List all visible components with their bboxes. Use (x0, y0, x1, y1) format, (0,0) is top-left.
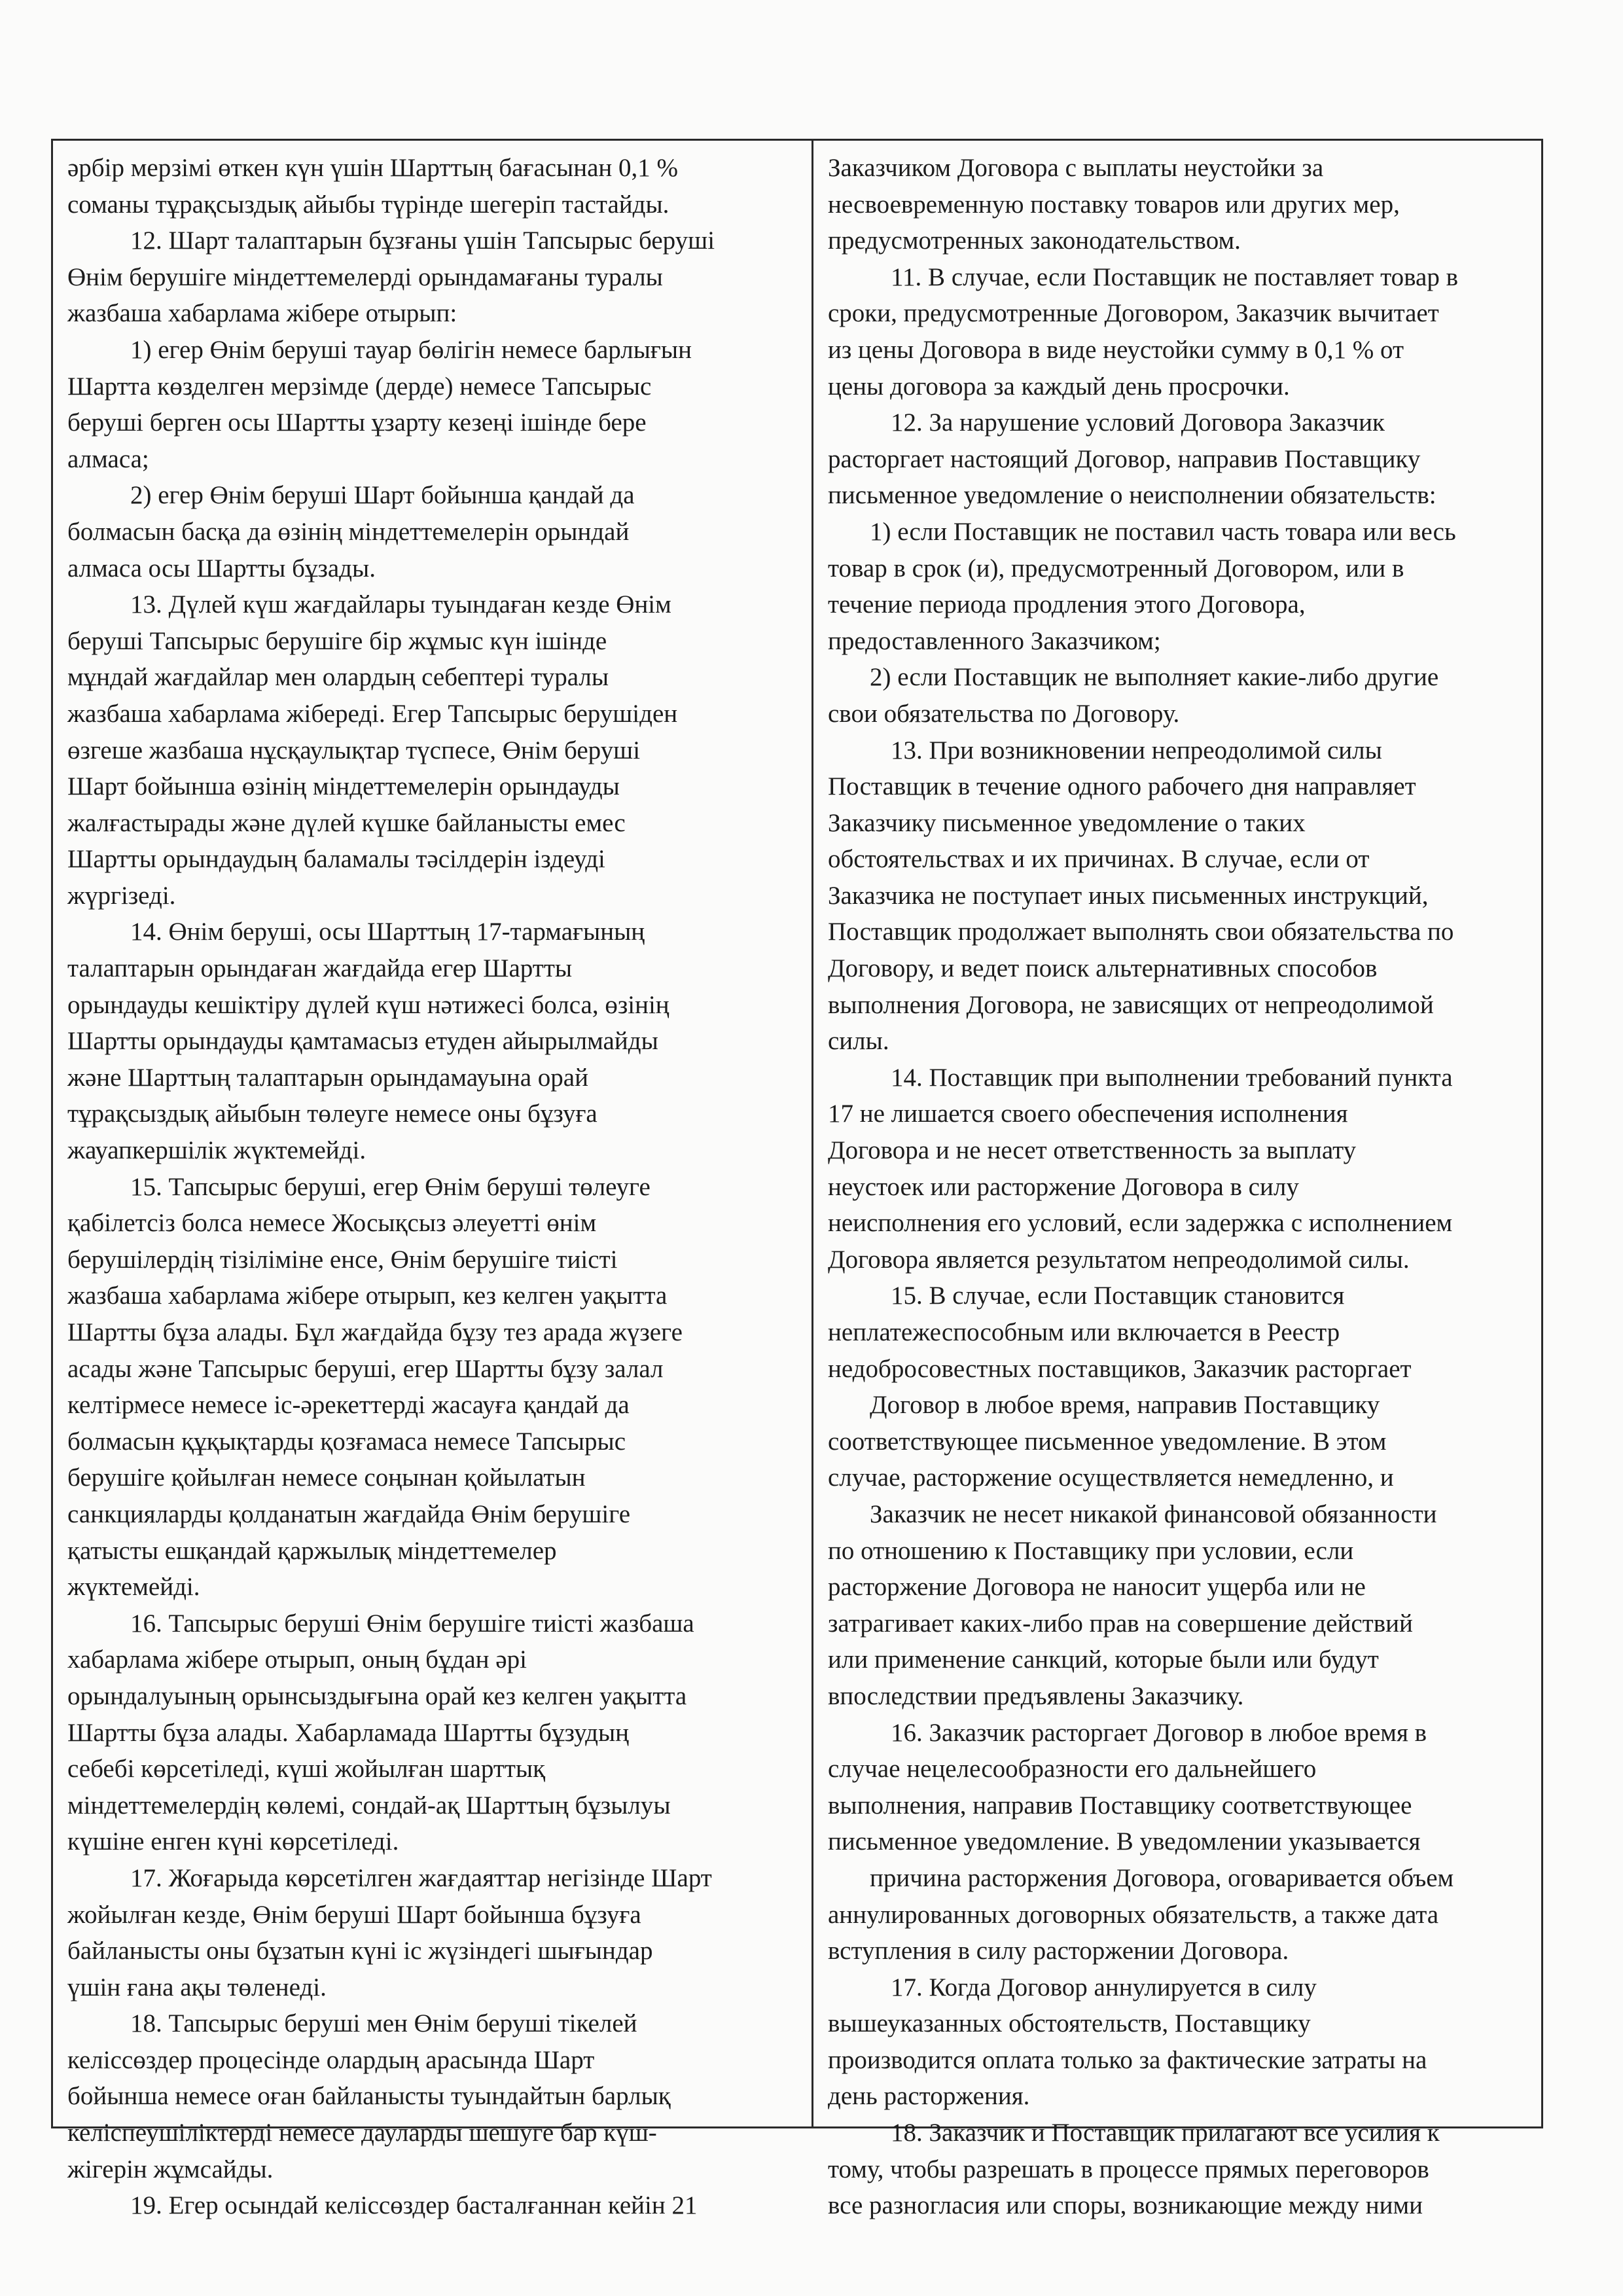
kazakh-text-line: алмаса; (67, 444, 149, 473)
russian-text-line: тому, чтобы разрешать в процессе прямых переговоров (828, 2155, 1429, 2183)
russian-text-line: день расторжения. (828, 2082, 1030, 2111)
kazakh-text-line: жігерін жұмсайды. (67, 2155, 274, 2183)
kazakh-text-line: Өнім берушіге міндеттемелерді орындамағаны туралы (67, 262, 663, 291)
kazakh-text-line: келтірмесе немесе іс-әрекеттерді жасауға қандай да (67, 1391, 630, 1420)
kazakh-text-line: Шартты бұза алады. Бұл жағдайда бұзу тез арада жүзеге (67, 1318, 683, 1346)
kazakh-text-line: Шартты бұза алады. Хабарламада Шартты бұзудың (67, 1718, 630, 1747)
russian-text-line: 18. Заказчик и Поставщик прилагают все усилия к (891, 2119, 1440, 2147)
russian-text-line: случае, расторжение осуществляется немедленно, и (828, 1463, 1394, 1492)
russian-text-line: производится оплата только за фактические затраты на (828, 2045, 1427, 2074)
russian-text-line: сроки, предусмотренные Договором, Заказчик вычитает (828, 299, 1439, 328)
russian-text-line: предоставленного Заказчиком; (828, 626, 1161, 655)
kazakh-text-line: санкцияларды қолданатын жағдайда Өнім берушіге (67, 1499, 630, 1528)
russian-text-line: 12. За нарушение условий Договора Заказчик (891, 408, 1385, 437)
russian-text-line: вступления в силу расторжении Договора. (828, 1937, 1289, 1965)
russian-text-line: письменное уведомление о неисполнении обязательств: (828, 481, 1436, 510)
russian-text-line: цены договора за каждый день просрочки. (828, 372, 1290, 401)
kazakh-text-line: 16. Тапсырыс беруші Өнім берушіге тиісті жазбаша (130, 1609, 694, 1638)
kazakh-text-column (53, 141, 813, 2220)
russian-text-line: Поставщик продолжает выполнять свои обязательства по (828, 918, 1454, 946)
russian-text-line: затрагивает каких-либо прав на совершение действий (828, 1609, 1413, 1638)
kazakh-text-line: алмаса осы Шартты бұзады. (67, 554, 376, 583)
kazakh-text-line: беруші Тапсырыс берушіге бір жұмыс күн ішінде (67, 626, 607, 655)
kazakh-text-line: 1) егер Өнім беруші тауар бөлігін немесе барлығын (130, 335, 692, 364)
russian-text-line: из цены Договора в виде неустойки сумму в 0,1 % от (828, 335, 1404, 364)
kazakh-text-line: жауапкершілік жүктемейді. (67, 1136, 366, 1165)
kazakh-text-line: 19. Егер осындай келіссөздер басталғаннан кейін 21 (130, 2191, 698, 2220)
kazakh-text-line: келіспеушіліктерді немесе дауларды шешуге бар күш- (67, 2119, 657, 2147)
kazakh-text-line: үшін ғана ақы төленеді. (67, 1973, 327, 2001)
kazakh-text-line: байланысты оны бұзатын күні іс жүзіндегі шығындар (67, 1937, 653, 1965)
russian-text-line: выполнения, направив Поставщику соответствующее (828, 1791, 1412, 1820)
russian-text-line: течение периода продления этого Договора, (828, 590, 1306, 619)
kazakh-text-line: Шартты орындауды қамтамасыз етуден айырылмайды (67, 1027, 658, 1056)
russian-text-line: аннулированных договорных обязательств, а также дата (828, 1900, 1439, 1929)
russian-text-line: выполнения Договора, не зависящих от непреодолимой (828, 990, 1434, 1019)
kazakh-text-line: 15. Тапсырыс беруші, егер Өнім беруші төлеуге (130, 1172, 651, 1201)
kazakh-text-line: соманы тұрақсыздық айыбы түрінде шегеріп тастайды. (67, 190, 669, 219)
kazakh-text-line: жазбаша хабарлама жібере отырып, кез келген уақытта (67, 1282, 668, 1310)
russian-text-line: Договора и не несет ответственность за выплату (828, 1136, 1357, 1165)
kazakh-text-line: жалғастырады және дүлей күшке байланысты емес (67, 808, 626, 837)
russian-text-line: товар в срок (и), предусмотренный Договором, или в (828, 554, 1404, 583)
kazakh-text-line: себебі көрсетіледі, күші жойылған шарттық (67, 1755, 546, 1784)
russian-text-line: расторгает настоящий Договор, направив Поставщику (828, 444, 1421, 473)
russian-text-line: 17. Когда Договор аннулируется в силу (891, 1973, 1317, 2001)
kazakh-text-line: орындалуының орынсыздығына орай кез келген уақытта (67, 1681, 687, 1710)
russian-text-line: недобросовестных поставщиков, Заказчик расторгает (828, 1354, 1412, 1383)
russian-text-line: 1) если Поставщик не поставил часть товара или весь (870, 517, 1456, 546)
kazakh-text-line: берушіге қойылған немесе соңынан қойылатын (67, 1463, 586, 1492)
russian-text-line: неисполнения его условий, если задержка с исполнением (828, 1209, 1453, 1238)
kazakh-text-line: хабарлама жібере отырып, оның бұдан әрі (67, 1645, 527, 1674)
russian-text-column (813, 141, 1541, 2220)
kazakh-text-line: қатысты ешқандай қаржылық міндеттемелер (67, 1536, 557, 1565)
russian-text-line: свои обязательства по Договору. (828, 699, 1180, 728)
russian-text-line: неустоек или расторжение Договора в силу (828, 1172, 1299, 1201)
kazakh-text-line: 17. Жоғарыда көрсетілген жағдаяттар негізінде Шарт (130, 1863, 712, 1892)
kazakh-text-line: 12. Шарт талаптарын бұзғаны үшін Тапсырыс беруші (130, 226, 715, 255)
russian-text-line: Заказчиком Договора с выплаты неустойки за (828, 154, 1324, 182)
russian-text-line: соответствующее письменное уведомление. В этом (828, 1427, 1387, 1456)
kazakh-text-line: берушілердің тізіліміне енсе, Өнім берушіге тиісті (67, 1245, 618, 1274)
kazakh-text-line: 2) егер Өнім беруші Шарт бойынша қандай да (130, 481, 635, 510)
kazakh-text-line: Шартта көзделген мерзімде (дерде) немесе Тапсырыс (67, 372, 652, 401)
kazakh-text-line: орындауды кешіктіру дүлей күш нәтижесі болса, өзінің (67, 990, 669, 1019)
russian-text-line: Заказчику письменное уведомление о таких (828, 808, 1306, 837)
russian-text-line: Договору, и ведет поиск альтернативных способов (828, 954, 1378, 983)
russian-text-line: или применение санкций, которые были или будут (828, 1645, 1379, 1674)
kazakh-text-line: жазбаша хабарлама жібере отырып: (67, 299, 457, 328)
russian-text-line: Поставщик в течение одного рабочего дня направляет (828, 772, 1416, 801)
kazakh-text-line: 18. Тапсырыс беруші мен Өнім беруші тікелей (130, 2009, 637, 2038)
russian-text-line: причина расторжения Договора, оговаривается объем (870, 1863, 1454, 1892)
kazakh-text-line: күшіне енген күні көрсетіледі. (67, 1827, 399, 1856)
kazakh-text-line: қабілетсіз болса немесе Жосықсыз әлеуетті өнім (67, 1209, 597, 1238)
kazakh-text-line: жүргізеді. (67, 881, 176, 910)
russian-text-line: все разногласия или споры, возникающие между ними (828, 2191, 1423, 2220)
russian-text-line: расторжение Договора не наносит ущерба или не (828, 1573, 1366, 1602)
kazakh-text-line: бойынша немесе оған байланысты туындайтын барлық (67, 2082, 671, 2111)
kazakh-text-line: 14. Өнім беруші, осы Шарттың 17-тармағының (130, 918, 645, 946)
kazakh-text-line: талаптарын орындаған жағдайда егер Шартты (67, 954, 573, 983)
russian-text-line: 16. Заказчик расторгает Договор в любое время в (891, 1718, 1427, 1747)
russian-text-line: неплатежеспособным или включается в Реестр (828, 1318, 1340, 1346)
kazakh-text-line: және Шарттың талаптарын орындамауына орай (67, 1063, 588, 1092)
russian-text-line: силы. (828, 1027, 889, 1056)
kazakh-text-line: болмасын құқықтарды қозғамаса немесе Тапсырыс (67, 1427, 626, 1456)
russian-text-line: 2) если Поставщик не выполняет какие-либо другие (870, 663, 1439, 692)
kazakh-text-line: болмасын басқа да өзінің міндеттемелерін орындай (67, 517, 630, 546)
kazakh-text-line: мұндай жағдайлар мен олардың себептері туралы (67, 663, 609, 692)
russian-text-line: 17 не лишается своего обеспечения исполнения (828, 1100, 1348, 1128)
kazakh-text-line: беруші берген осы Шартты ұзарту кезеңі ішінде бере (67, 408, 647, 437)
kazakh-text-line: Шарт бойынша өзінің міндеттемелерін орындауды (67, 772, 620, 801)
kazakh-text-line: жүктемейді. (67, 1573, 200, 1602)
kazakh-text-line: Шартты орындаудың баламалы тәсілдерін іздеуді (67, 845, 605, 874)
russian-text-line: по отношению к Поставщику при условии, если (828, 1536, 1354, 1565)
kazakh-text-line: келіссөздер процесінде олардың арасында Шарт (67, 2045, 595, 2074)
kazakh-text-line: 13. Дүлей күш жағдайлары туындаған кезде Өнім (130, 590, 671, 619)
russian-text-line: 15. В случае, если Поставщик становится (891, 1282, 1345, 1310)
kazakh-text-line: асады және Тапсырыс беруші, егер Шартты бұзу залал (67, 1354, 664, 1383)
russian-text-line: случае нецелесообразности его дальнейшего (828, 1755, 1317, 1784)
russian-text-line: предусмотренных законодательством. (828, 226, 1241, 255)
russian-text-line: 14. Поставщик при выполнении требований пункта (891, 1063, 1453, 1092)
russian-text-line: письменное уведомление. В уведомлении указывается (828, 1827, 1421, 1856)
contract-text-table (51, 139, 1543, 2220)
russian-text-line: Заказчик не несет никакой финансовой обязанности (870, 1499, 1437, 1528)
russian-text-line: Договор в любое время, направив Поставщику (870, 1391, 1380, 1420)
kazakh-text-line: жойылған кезде, Өнім беруші Шарт бойынша бұзуға (67, 1900, 641, 1929)
kazakh-text-line: әрбір мерзімі өткен күн үшін Шарттың бағасынан 0,1 % (67, 154, 679, 182)
russian-text-line: 11. В случае, если Поставщик не поставляет товар в (891, 262, 1459, 291)
russian-text-line: обстоятельствах и их причинах. В случае, если от (828, 845, 1370, 874)
russian-text-line: Договора является результатом непреодолимой силы. (828, 1245, 1410, 1274)
russian-text-line: несвоевременную поставку товаров или других мер, (828, 190, 1400, 219)
kazakh-text-line: міндеттемелердің көлемі, сондай-ақ Шарттың бұзылуы (67, 1791, 671, 1820)
russian-text-line: впоследствии предъявлены Заказчику. (828, 1681, 1244, 1710)
russian-text-line: вышеуказанных обстоятельств, Поставщику (828, 2009, 1311, 2038)
kazakh-text-line: жазбаша хабарлама жібереді. Егер Тапсырыс берушіден (67, 699, 678, 728)
russian-text-line: 13. При возникновении непреодолимой силы (891, 736, 1382, 764)
russian-text-line: Заказчика не поступает иных письменных инструкций, (828, 881, 1429, 910)
kazakh-text-line: өзгеше жазбаша нұсқаулықтар түспесе, Өнім беруші (67, 736, 641, 764)
kazakh-text-line: тұрақсыздық айыбын төлеуге немесе оны бұзуға (67, 1100, 597, 1128)
